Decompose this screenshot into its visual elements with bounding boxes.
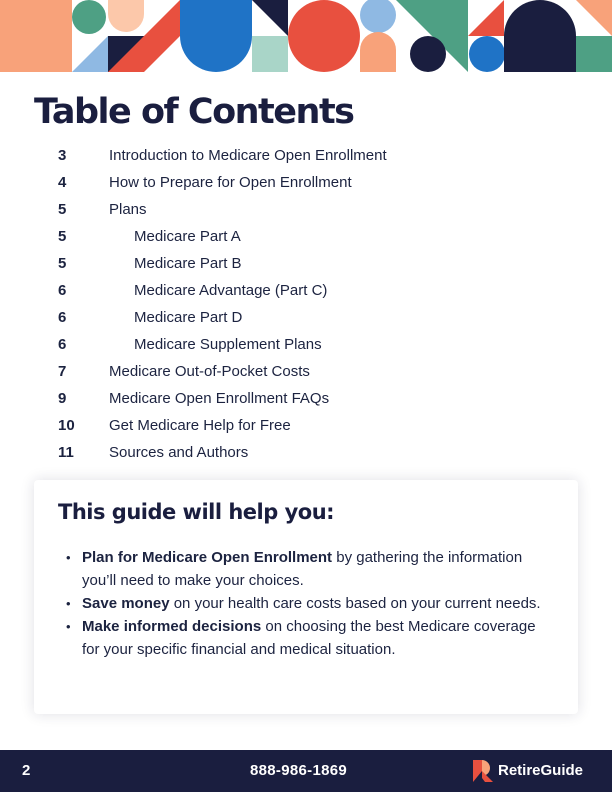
toc-entry-label: Medicare Part A (134, 228, 241, 245)
benefit-text: on your health care costs based on your current needs. (169, 595, 541, 612)
phone-number-link[interactable]: 888-986-1869 (250, 762, 348, 779)
page-title: Table of Contents (34, 92, 354, 132)
toc-subentry[interactable] (58, 279, 558, 306)
bullet-icon: • (66, 619, 71, 634)
guide-benefits-card (34, 480, 578, 714)
table-of-contents (58, 144, 558, 468)
toc-subentry[interactable] (58, 225, 558, 252)
toc-entry-label: Medicare Supplement Plans (134, 336, 322, 353)
toc-entry[interactable] (58, 198, 558, 225)
toc-page-number: 7 (58, 363, 67, 380)
toc-page-number: 6 (58, 336, 67, 353)
benefit-text: by gathering the information you’ll need to make your choices. (82, 549, 523, 589)
benefit-highlight: Plan for Medicare Open Enrollment (82, 549, 333, 566)
guide-benefits-list (64, 546, 554, 661)
toc-page-number: 11 (58, 444, 74, 461)
benefit-highlight: Make informed decisions (82, 618, 262, 635)
toc-page-number: 5 (58, 255, 67, 272)
toc-entry-label: How to Prepare for Open Enrollment (109, 174, 352, 191)
guide-title: This guide will help you: (58, 500, 335, 524)
toc-page-number: 5 (58, 228, 67, 245)
toc-entry-label: Medicare Part D (134, 309, 243, 326)
retireguide-logo-icon (473, 760, 493, 782)
toc-entry-label: Introduction to Medicare Open Enrollment (109, 147, 387, 164)
toc-entry[interactable] (58, 144, 558, 171)
toc-entry[interactable] (58, 414, 558, 441)
toc-entry-label: Sources and Authors (109, 444, 249, 461)
decorative-banner (0, 0, 612, 72)
toc-entry-label: Medicare Advantage (Part C) (134, 282, 328, 299)
toc-page-number: 6 (58, 309, 67, 326)
toc-page-number: 5 (58, 201, 67, 218)
toc-page-number: 4 (58, 174, 67, 191)
geometric-pattern (0, 0, 612, 72)
benefit-highlight: Save money (82, 595, 170, 612)
toc-page-number: 9 (58, 390, 67, 407)
list-item (64, 592, 554, 615)
bullet-icon: • (66, 550, 71, 565)
toc-page-number: 3 (58, 147, 67, 164)
toc-page-number: 6 (58, 282, 67, 299)
list-item (64, 546, 554, 592)
toc-entry-label: Medicare Part B (134, 255, 242, 272)
toc-entry[interactable] (58, 441, 558, 468)
toc-entry-label: Get Medicare Help for Free (109, 417, 291, 434)
toc-entry-label: Medicare Out-of-Pocket Costs (109, 363, 310, 380)
toc-subentry[interactable] (58, 333, 558, 360)
toc-subentry[interactable] (58, 306, 558, 333)
page-number: 2 (22, 762, 31, 779)
list-item (64, 615, 554, 661)
toc-subentry[interactable] (58, 252, 558, 279)
toc-entry-label: Plans (109, 201, 147, 218)
bullet-icon: • (66, 596, 71, 611)
toc-entry-label: Medicare Open Enrollment FAQs (109, 390, 330, 407)
benefit-text: on choosing the best Medicare coverage for your specific financial and medical situation. (82, 618, 536, 658)
toc-entry[interactable] (58, 171, 558, 198)
toc-entry[interactable] (58, 360, 558, 387)
brand-name: RetireGuide (498, 762, 584, 779)
toc-entry[interactable] (58, 387, 558, 414)
page-footer (0, 750, 612, 792)
toc-page-number: 10 (58, 417, 75, 434)
